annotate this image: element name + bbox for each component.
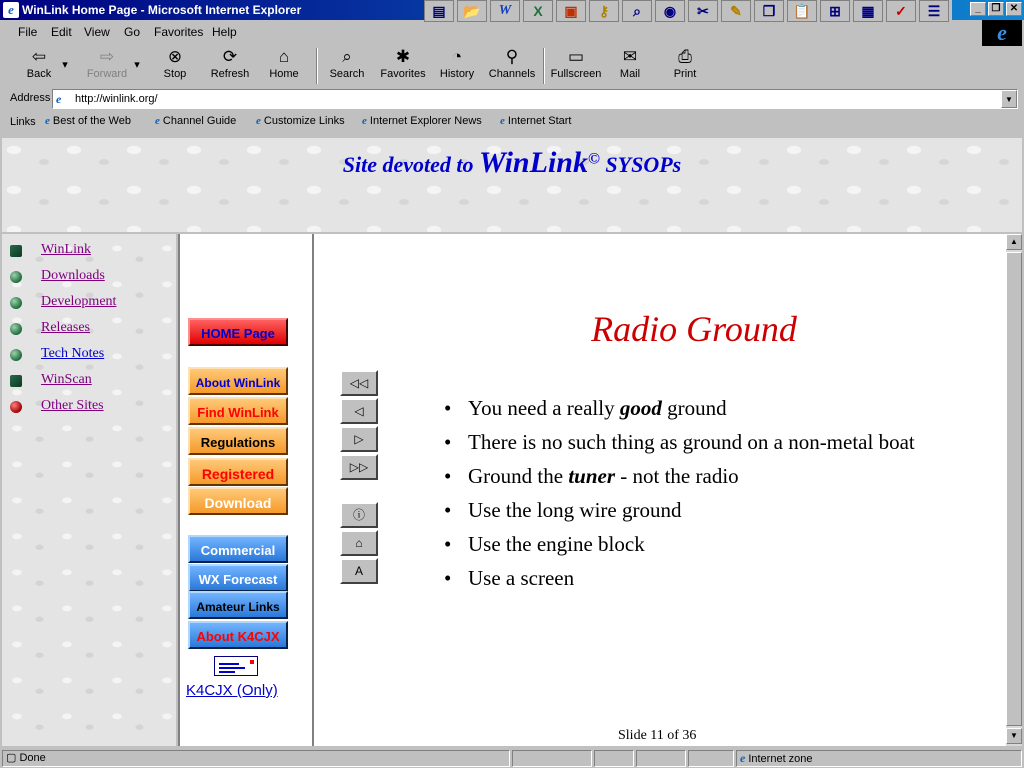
menu-edit[interactable]: Edit [51, 25, 72, 39]
brand-name: WinLink [479, 146, 588, 179]
home-button[interactable]: ⌂ Home [257, 46, 311, 86]
close-button[interactable]: ✕ [1006, 2, 1022, 16]
button-nav-frame [178, 234, 312, 746]
print-icon: ⎙ [678, 47, 692, 66]
registered-button[interactable]: Registered [188, 458, 288, 486]
channels-button[interactable]: ⚲ Channels [485, 46, 539, 86]
menu-bar [0, 22, 1024, 42]
previous-slide-button[interactable] [340, 398, 378, 424]
folder-icon[interactable]: 📂 [457, 0, 487, 22]
menu-help[interactable]: Help [212, 25, 237, 39]
status-pane [594, 750, 634, 767]
green-bullet-icon [10, 323, 22, 335]
quick-launch-bar [424, 0, 952, 22]
refresh-button[interactable]: ⟳ Refresh [203, 46, 257, 86]
site-tagline: Site devoted to WinLink© SYSOPs [342, 146, 682, 179]
copyright-mark: © [587, 150, 600, 168]
ie-icon[interactable]: e [3, 2, 19, 18]
about-winlink-button[interactable]: About WinLink [188, 367, 288, 395]
link-best-of-web[interactable]: e Best of the Web [45, 115, 131, 127]
page-icon: e [45, 115, 50, 127]
amateur-links-button[interactable]: Amateur Links [188, 591, 288, 619]
home-icon: ⌂ [355, 536, 363, 550]
copy-icon[interactable]: ❐ [754, 0, 784, 22]
menu-file[interactable]: File [18, 25, 38, 39]
banner-frame [2, 138, 1022, 232]
window-title: WinLink Home Page - Microsoft Internet Explorer [22, 3, 302, 17]
status-pane [512, 750, 592, 767]
address-bar [0, 88, 1024, 110]
excel-icon[interactable]: X [523, 0, 553, 22]
address-url[interactable]: http://winlink.org/ [75, 93, 158, 105]
internet-zone-icon: e [740, 751, 749, 765]
search-button[interactable]: ⌕ Search [320, 46, 374, 86]
favorites-button[interactable]: ✱ Favorites [376, 46, 430, 86]
prev-icon: ◁ [354, 404, 364, 418]
search-icon: ⌕ [342, 47, 352, 66]
stop-icon: ⊗ [167, 47, 183, 66]
red-bullet-icon [10, 401, 22, 413]
vertical-scrollbar[interactable] [1006, 234, 1022, 746]
download-button[interactable]: Download [188, 487, 288, 515]
bullet-item: • Use the engine block [444, 530, 934, 558]
side-nav-frame: WinLink Downloads Development Releases Tech Notes WinScan Other Sites [2, 234, 176, 746]
first-slide-button[interactable] [340, 370, 378, 396]
slide-counter: Slide 11 of 36 [618, 728, 697, 743]
slide-bullets [444, 394, 934, 598]
powerpoint-icon[interactable]: ▣ [556, 0, 586, 22]
mail-button[interactable]: ✉ Mail [603, 46, 657, 86]
link-customize-links[interactable]: e Customize Links [256, 115, 345, 127]
next-slide-button[interactable] [340, 426, 378, 452]
minimize-button[interactable]: _ [970, 2, 986, 16]
pliers-icon[interactable]: ✂ [688, 0, 718, 22]
history-icon: ◔ [451, 47, 463, 66]
address-input[interactable] [52, 89, 1018, 109]
green-bullet-icon [10, 271, 22, 283]
favorites-icon: ✱ [395, 47, 411, 66]
link-ie-news[interactable]: e Internet Explorer News [362, 115, 482, 127]
bullet-item: • You need a really good ground [444, 394, 934, 422]
page-icon: e [155, 115, 160, 127]
slide-title: Radio Ground [591, 309, 797, 349]
notepad-icon[interactable]: ▤ [424, 0, 454, 22]
bullet-item: • Use a screen [444, 564, 934, 592]
about-k4cjx-button[interactable]: About K4CJX [188, 621, 288, 649]
scroll-thumb[interactable] [1006, 252, 1022, 726]
page-icon: e [362, 115, 367, 127]
refresh-icon: ⟳ [222, 47, 238, 66]
slide-frame [312, 234, 1006, 746]
status-bar [0, 749, 1024, 768]
bullet-item: • There is no such thing as ground on a non-metal boat [444, 428, 934, 456]
wx-forecast-button[interactable]: WX Forecast [188, 564, 288, 592]
mail-icon: ✉ [622, 47, 638, 66]
status-text: ▢ Done [2, 750, 510, 767]
text-icon: A [354, 564, 363, 578]
clipboard-icon[interactable]: 📋 [787, 0, 817, 22]
notes-icon[interactable]: ✎ [721, 0, 751, 22]
page-done-icon: ▢ [6, 752, 20, 764]
regulations-button[interactable]: Regulations [188, 427, 288, 455]
toolbar-separator [316, 48, 318, 84]
scroll-down-icon[interactable]: ▼ [1006, 728, 1022, 744]
ie-logo-icon: e [982, 20, 1022, 46]
security-zone: e Internet zone [736, 750, 1022, 767]
toolbar-separator [543, 48, 545, 84]
home-icon: ⌂ [278, 47, 290, 66]
links-label: Links [10, 116, 36, 128]
slide-home-button[interactable] [340, 530, 378, 556]
address-dropdown-icon[interactable]: ▼ [1001, 90, 1017, 108]
page-icon: e [256, 115, 261, 127]
last-icon: ▷▷ [349, 460, 369, 474]
maximize-button[interactable]: ❐ [988, 2, 1004, 16]
status-pane [636, 750, 686, 767]
address-label: Address [10, 92, 51, 104]
title-bar [0, 0, 1024, 20]
next-icon: ▷ [354, 432, 364, 446]
scroll-up-icon[interactable]: ▲ [1006, 234, 1022, 250]
commercial-button[interactable]: Commercial [188, 535, 288, 563]
page-icon: e [500, 115, 505, 127]
channels-icon: ⚲ [505, 47, 519, 66]
word-icon[interactable]: W [490, 0, 520, 22]
calendar-icon[interactable]: ▦ [853, 0, 883, 22]
keys-icon[interactable]: ⚷ [589, 0, 619, 22]
forward-arrow-icon: ⇨ [99, 47, 115, 66]
forward-dropdown[interactable]: ▾ [134, 59, 140, 71]
info-icon: ⓘ [352, 508, 365, 522]
status-pane [688, 750, 734, 767]
info-button[interactable] [340, 502, 378, 528]
home-page-button[interactable]: HOME Page [188, 318, 288, 346]
menu-go[interactable]: Go [124, 25, 141, 39]
bullet-item: • Use the long wire ground [444, 496, 934, 524]
links-bar [0, 111, 1024, 133]
fullscreen-button[interactable]: ▭ Fullscreen [548, 46, 604, 86]
find-winlink-button[interactable]: Find WinLink [188, 397, 288, 425]
bullet-item: • Ground the tuner - not the radio [444, 462, 934, 490]
square-bullet-icon [10, 245, 22, 257]
link-channel-guide[interactable]: e Channel Guide [155, 115, 237, 127]
page-icon: e [56, 92, 62, 106]
k4cjx-logo[interactable] [214, 656, 258, 676]
k4cjx-link[interactable]: K4CJX (Only) [186, 682, 278, 699]
last-slide-button[interactable] [340, 454, 378, 480]
tasks-icon[interactable]: ✓ [886, 0, 916, 22]
stop-button[interactable]: ⊗ Stop [148, 46, 202, 86]
green-bullet-icon [10, 297, 22, 309]
back-arrow-icon: ⇦ [31, 47, 47, 66]
toolbar [0, 44, 980, 88]
print-button[interactable]: ⎙ Print [658, 46, 712, 86]
first-icon: ◁◁ [349, 376, 369, 390]
square-bullet-icon [10, 375, 22, 387]
back-button[interactable]: ⇦ Back [12, 46, 66, 86]
menu-favorites[interactable]: Favorites [154, 25, 204, 39]
form-icon[interactable]: ☰ [919, 0, 949, 22]
forward-button[interactable]: ⇨ Forward [80, 46, 134, 86]
back-dropdown[interactable]: ▾ [62, 59, 68, 71]
text-view-button[interactable] [340, 558, 378, 584]
menu-view[interactable]: View [84, 25, 110, 39]
fullscreen-icon: ▭ [567, 47, 585, 66]
find-icon[interactable]: ⌕ [622, 0, 652, 22]
globe-icon[interactable]: ◉ [655, 0, 685, 22]
window-controls [970, 2, 1022, 16]
link-internet-start[interactable]: e Internet Start [500, 115, 572, 127]
history-button[interactable]: ◔ History [430, 46, 484, 86]
green-bullet-icon [10, 349, 22, 361]
network-icon[interactable]: ⊞ [820, 0, 850, 22]
